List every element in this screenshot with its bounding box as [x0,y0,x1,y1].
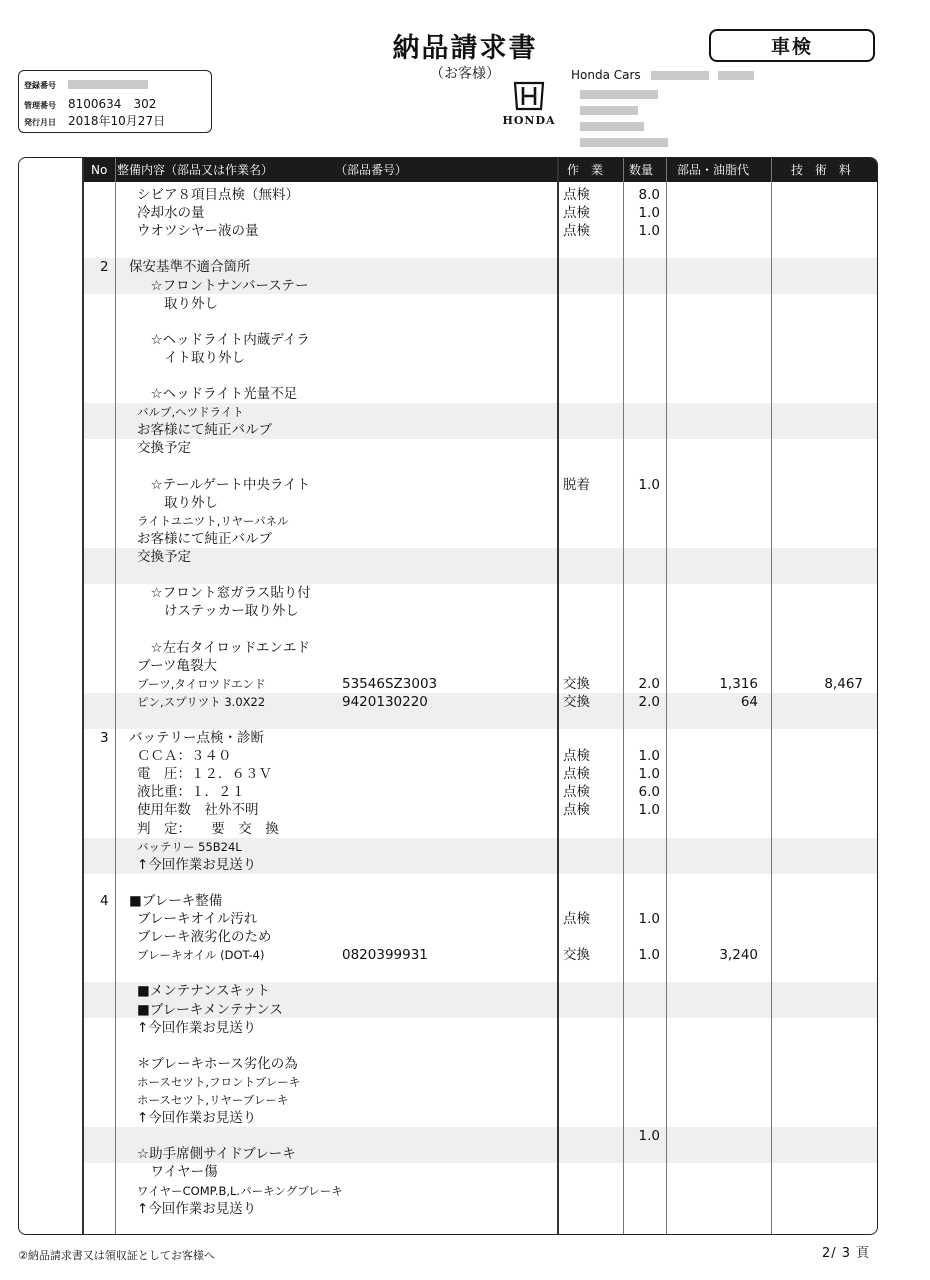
row-description: 使用年数 社外不明 [137,802,259,819]
row-description: ワイヤー傷 [137,1164,218,1181]
honda-wordmark: HONDA [502,114,556,127]
row-description: ☆フロント窓ガラス貼り付 [137,585,311,602]
row-part-number: 0820399931 [342,947,428,964]
row-description: ウオツシヤー液の量 [137,223,259,240]
row-description: けステッカー取り外し [137,603,299,620]
header-qty: 数量 [629,163,654,177]
page-number: 2/ 3 頁 [822,1246,871,1261]
row-description: 冷却水の量 [137,205,205,222]
row-quantity: 1.0 [638,748,660,765]
row-quantity: 1.0 [638,911,660,927]
column-divider [115,158,116,1234]
redacted-dealer-branch [718,71,754,80]
row-work-type: 交換 [563,947,590,964]
row-quantity: 2.0 [638,693,660,710]
row-no: 4 [100,892,109,909]
row-quantity: 6.0 [638,784,660,801]
row-part-number: 53546SZ3003 [342,675,438,692]
row-description: バルブ,ヘツドライト [137,405,244,420]
row-description: ブーツ亀裂大 [137,657,218,674]
row-quantity: 1.0 [638,205,660,222]
row-description: ブレーキオイル汚れ [137,911,258,927]
row-description: 交換予定 [137,440,191,457]
row-description: バッテリー 55B24L [137,839,242,854]
row-description: ☆ヘッドライト光量不足 [137,386,298,403]
service-type-badge: 車検 [709,29,875,62]
row-description: ワイヤーCOMP.B,L.パーキングブレーキ [137,1183,343,1198]
row-parts-cost: 3,240 [719,947,758,964]
honda-logo-icon [493,80,565,112]
row-parts-cost: 1,316 [719,675,758,692]
row-description: 取り外し [137,295,218,312]
redacted-dealer-address [580,88,668,147]
column-divider [666,158,667,1234]
row-description: ↑今回作業お見送り [137,1019,257,1036]
row-quantity: 8.0 [638,187,660,203]
header-tech-fee: 技 術 料 [791,163,852,177]
management-number: 8100634 302 [68,97,157,111]
column-divider [557,158,559,1234]
row-description: ■メンテナンスキット [137,983,270,1000]
row-description: ■ブレーキ整備 [129,892,223,909]
management-label: 管理番号 [24,101,56,110]
row-work-type: 脱着 [563,476,590,493]
header-content: 整備内容（部品又は作業名） [117,163,274,177]
row-description: お客様にて純正バルブ [137,530,272,547]
issue-date-label: 発行月日 [24,118,56,127]
row-description: ブーツ,タイロツドエンド [137,676,266,691]
header-part-no: （部品番号） [335,163,408,177]
document-title: 納品請求書 [392,33,538,64]
row-work-type: 点検 [563,766,590,783]
row-parts-cost: 64 [740,693,758,710]
row-quantity: 1.0 [638,802,660,819]
row-description: バッテリー点検・診断 [129,730,264,746]
row-description: 取り外し [137,494,218,511]
redacted-registration [68,80,148,89]
row-work-type: 交換 [563,675,590,692]
row-description: ホースセツト,リヤーブレーキ [137,1093,289,1107]
row-description: ☆フロントナンバーステー [137,277,309,294]
row-work-type: 点検 [563,748,590,765]
row-quantity: 1.0 [638,1128,660,1145]
row-work-type: 点検 [563,205,590,222]
row-description: 交換予定 [137,549,191,565]
row-work-type: 点検 [563,911,590,927]
row-description: 判 定： 要 交 換 [137,820,279,837]
customer-info-box [18,70,212,133]
registration-label: 登録番号 [24,81,56,90]
header-work: 作 業 [567,163,604,177]
row-description: ブレーキオイル (DOT-4) [137,948,265,963]
management-row [24,95,156,112]
row-description: ライトユニツト,リヤーパネル [137,513,289,528]
row-work-type: 点検 [563,802,590,819]
row-description: ＊ブレーキホース劣化の為 [137,1055,298,1072]
footer-note: ②納品請求書又は領収証としてお客様へ [18,1249,215,1262]
row-description: 液比重：１．２１ [137,784,245,801]
row-quantity: 1.0 [638,947,660,964]
row-description: ＣＣＡ：３４０ [137,748,232,765]
row-work-type: 点検 [563,187,590,203]
dealer-name [571,68,754,82]
header-parts-cost: 部品・油脂代 [677,163,750,177]
row-tech-fee: 8,467 [824,675,863,692]
registration-row [24,77,148,91]
column-divider [623,158,624,1234]
row-description: ■ブレーキメンテナンス [137,1001,283,1018]
row-quantity: 1.0 [638,766,660,783]
row-work-type: 点検 [563,223,590,240]
row-work-type: 交換 [563,693,590,710]
row-work-type: 点検 [563,784,590,801]
header-no: No [91,163,108,177]
row-description: 保安基準不適合箇所 [129,259,251,276]
row-description: イト取り外し [137,349,245,366]
row-no: 2 [100,259,109,276]
row-description: ↑今回作業お見送り [137,1200,257,1217]
row-no: 3 [100,730,109,746]
column-divider [82,158,84,1234]
row-quantity: 2.0 [638,675,660,692]
row-description: ☆テールゲート中央ライト [137,476,311,493]
row-description: ↑今回作業お見送り [137,1110,257,1127]
row-description: 電 圧：１２．６３Ｖ [137,766,272,783]
row-description: ホースセツト,フロントブレーキ [137,1074,301,1089]
row-description: お客様にて純正バルブ [137,422,272,439]
row-description: ☆助手席側サイドブレーキ [137,1146,296,1163]
row-description: ↑今回作業お見送り [137,856,257,873]
row-description: シビア８項目点検（無料） [137,187,299,203]
table-header [83,158,877,182]
row-part-number: 9420130220 [342,693,428,710]
dealer-prefix: Honda Cars [571,68,641,82]
issue-date: 2018年10月27日 [68,114,166,128]
column-divider [771,158,772,1234]
row-description: ピン,スプリツト 3.0X22 [137,694,266,709]
row-quantity: 1.0 [638,476,660,493]
row-quantity: 1.0 [638,223,660,240]
row-description: ☆左右タイロッドエンエド [137,639,311,656]
row-description: ☆ヘッドライト内蔵デイラ [137,331,310,348]
redacted-dealer-name [651,71,709,80]
row-description: ブレーキ液劣化のため [137,929,272,946]
issue-date-row [24,112,165,129]
document-subtitle: （お客様） [430,66,500,82]
